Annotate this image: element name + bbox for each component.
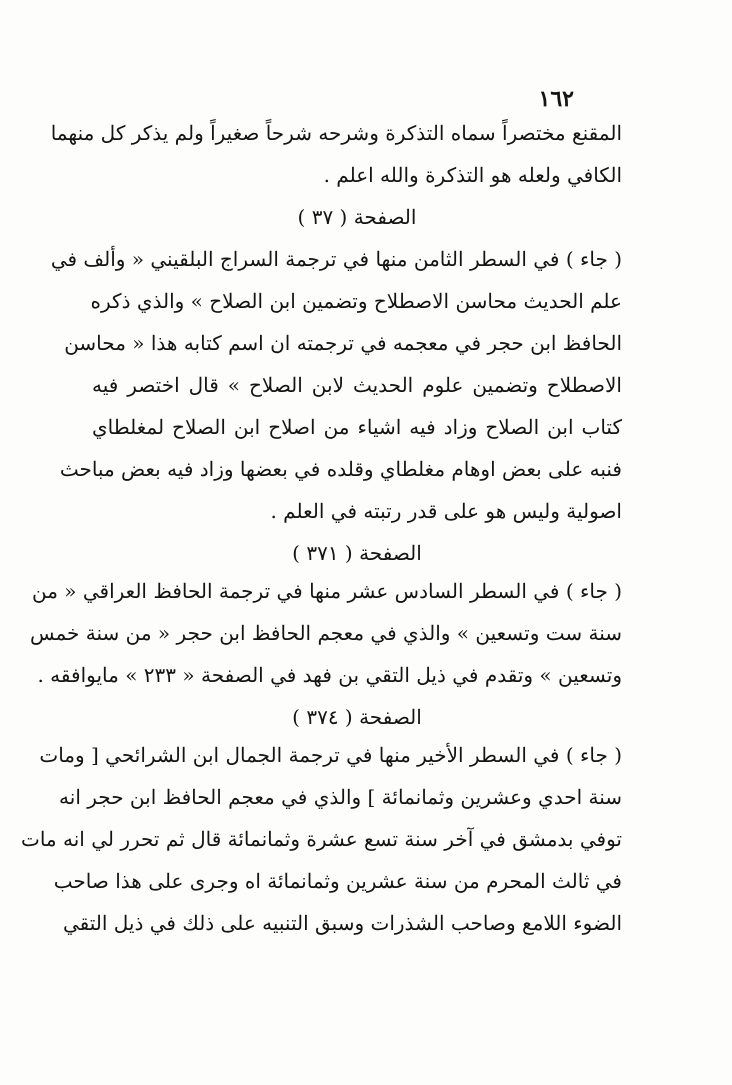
section-heading-371: الصفحة ( ٣٧١ ): [292, 541, 422, 565]
text-line: في ثالث المحرم من سنة عشرين وثمانمائة اه وجرى على هذا صاحب: [53, 869, 622, 893]
text-line: علم الحديث محاسن الاصطلاح وتضمين ابن الصلاح » والذي ذكره: [90, 289, 622, 313]
text-line: الحافظ ابن حجر في معجمه في ترجمته ان اسم كتابه هذا « محاسن: [64, 331, 622, 355]
text-line: الكافي ولعله هو التذكرة والله اعلم .: [323, 163, 622, 187]
text-line: سنة احدي وعشرين وثمانمائة ] والذي في معجم الحافظ ابن حجر انه: [59, 785, 622, 809]
text-line: ( جاء ) في السطر الثامن منها في ترجمة السراج البلقيني « وألف في: [50, 247, 622, 271]
text-line: ( جاء ) في السطر الأخير منها في ترجمة الجمال ابن الشرائحي [ ومات: [39, 743, 622, 767]
section-heading-374: الصفحة ( ٣٧٤ ): [292, 705, 422, 729]
text-line: فنبه على بعض اوهام مغلطاي وقلده في بعضها وزاد فيه بعض مباحث: [59, 457, 622, 481]
text-line: توفي بدمشق في آخر سنة تسع عشرة وثمانمائة قال ثم تحرر لي انه مات: [21, 827, 622, 851]
text-line: الضوء اللامع وصاحب الشذرات وسبق التنبيه على ذلك في ذيل التقي: [62, 911, 622, 935]
text-line: اصولية وليس هو على قدر رتبته في العلم .: [270, 499, 622, 523]
text-line: وتسعين » وتقدم في ذيل التقي بن فهد في الصفحة « ٢٣٣ » مايوافقه .: [37, 663, 622, 687]
text-line: ( جاء ) في السطر السادس عشر منها في ترجمة الحافظ العراقي « من: [31, 579, 622, 603]
text-line: سنة ست وتسعين » والذي في معجم الحافظ ابن حجر « من سنة خمس: [29, 621, 622, 645]
page-number: ١٦٢: [538, 86, 574, 112]
text-line: كتاب ابن الصلاح وزاد فيه اشياء من اصلاح ابن الصلاح لمغلطاي: [92, 415, 622, 439]
section-heading-37: الصفحة ( ٣٧ ): [297, 205, 417, 229]
text-line: الاصطلاح وتضمين علوم الحديث لابن الصلاح » قال اختصر فيه: [92, 373, 622, 397]
page-body: [21, 112, 622, 944]
text-line: المقنع مختصراً سماه التذكرة وشرحه شرحاً صغيراً ولم يذكر كل منهما: [50, 121, 622, 145]
